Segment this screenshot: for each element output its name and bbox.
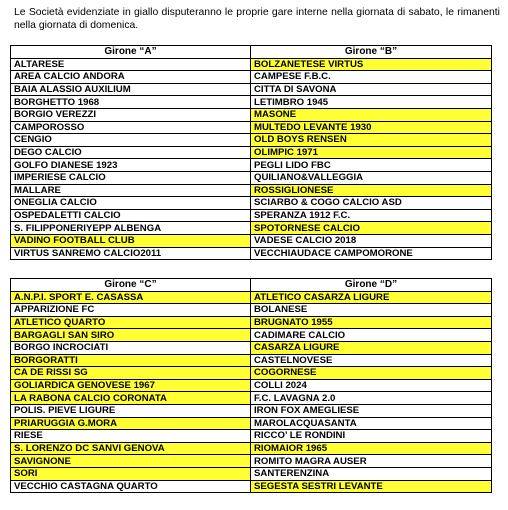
team-cell: ATLETICO CASARZA LIGURE bbox=[251, 291, 492, 304]
table-row bbox=[11, 184, 492, 197]
table-row bbox=[11, 367, 492, 380]
team-cell: VECCHIO CASTAGNA QUARTO bbox=[11, 480, 251, 493]
team-cell: PEGLI LIDO FBC bbox=[251, 159, 492, 172]
team-cell: PRIARUGGIA G.MORA bbox=[11, 417, 251, 430]
team-cell: F.C. LAVAGNA 2.0 bbox=[251, 392, 492, 405]
team-cell: BARGAGLI SAN SIRO bbox=[11, 329, 251, 342]
team-cell: SANTERENZINA bbox=[251, 467, 492, 480]
team-cell: ONEGLIA CALCIO bbox=[11, 197, 251, 210]
team-cell: CADIMARE CALCIO bbox=[251, 329, 492, 342]
team-cell: SEGESTA SESTRI LEVANTE bbox=[251, 480, 492, 493]
team-cell: GOLIARDICA GENOVESE 1967 bbox=[11, 379, 251, 392]
team-cell: OLIMPIC 1971 bbox=[251, 146, 492, 159]
table-row bbox=[11, 379, 492, 392]
team-cell: A.N.P.I. SPORT E. CASASSA bbox=[11, 291, 251, 304]
table-row bbox=[11, 467, 492, 480]
table-row bbox=[11, 209, 492, 222]
table-row bbox=[11, 222, 492, 235]
team-cell: VIRTUS SANREMO CALCIO2011 bbox=[11, 247, 251, 260]
team-cell: IMPERIESE CALCIO bbox=[11, 171, 251, 184]
team-cell: S. FILIPPONERIYEPP ALBENGA bbox=[11, 222, 251, 235]
team-cell: MAROLACQUASANTA bbox=[251, 417, 492, 430]
team-cell: CA DE RISSI SG bbox=[11, 367, 251, 380]
team-cell: BRUGNATO 1955 bbox=[251, 316, 492, 329]
team-cell: CASARZA LIGURE bbox=[251, 341, 492, 354]
team-cell: QUILIANO&VALLEGGIA bbox=[251, 171, 492, 184]
team-cell: DEGO CALCIO bbox=[11, 146, 251, 159]
team-cell: CASTELNOVESE bbox=[251, 354, 492, 367]
team-cell: S. LORENZO DC SANVI GENOVA bbox=[11, 442, 251, 455]
table-row bbox=[11, 341, 492, 354]
table-row bbox=[11, 304, 492, 317]
table-row bbox=[11, 247, 492, 260]
team-cell: ROMITO MAGRA AUSER bbox=[251, 455, 492, 468]
girone-c-header: Girone “C” bbox=[11, 279, 251, 292]
team-cell: BORGHETTO 1968 bbox=[11, 96, 251, 109]
table-row bbox=[11, 121, 492, 134]
team-cell: RICCO’ LE RONDINI bbox=[251, 430, 492, 443]
team-cell: LETIMBRO 1945 bbox=[251, 96, 492, 109]
table-row bbox=[11, 404, 492, 417]
table-row bbox=[11, 159, 492, 172]
table-row bbox=[11, 134, 492, 147]
team-cell: CAMPESE F.B.C. bbox=[251, 71, 492, 84]
team-cell: SCIARBO & COGO CALCIO ASD bbox=[251, 197, 492, 210]
table-row bbox=[11, 71, 492, 84]
intro-paragraph: Le Società evidenziate in giallo disputeranno le proprie gare interne nella giornata di sabato, le rimanenti nella giornata di domenica. bbox=[14, 7, 500, 31]
table-header-row bbox=[11, 46, 492, 59]
girone-b-header: Girone “B” bbox=[251, 46, 492, 59]
team-cell: SORI bbox=[11, 467, 251, 480]
team-cell: ATLETICO QUARTO bbox=[11, 316, 251, 329]
girone-d-header: Girone “D” bbox=[251, 279, 492, 292]
team-cell: BAIA ALASSIO AUXILIUM bbox=[11, 83, 251, 96]
table-row bbox=[11, 430, 492, 443]
table-row bbox=[11, 329, 492, 342]
table-row bbox=[11, 316, 492, 329]
table-row bbox=[11, 392, 492, 405]
table-row bbox=[11, 291, 492, 304]
team-cell: VECCHIAUDACE CAMPOMORONE bbox=[251, 247, 492, 260]
table-row bbox=[11, 455, 492, 468]
table-row bbox=[11, 58, 492, 71]
girone-a-header: Girone “A” bbox=[11, 46, 251, 59]
team-cell: RIOMAIOR 1965 bbox=[251, 442, 492, 455]
girone-table-a-b bbox=[10, 45, 492, 260]
team-cell: MULTEDO LEVANTE 1930 bbox=[251, 121, 492, 134]
team-cell: COLLI 2024 bbox=[251, 379, 492, 392]
team-cell: BORGORATTI bbox=[11, 354, 251, 367]
team-cell: SPOTORNESE CALCIO bbox=[251, 222, 492, 235]
team-cell: SPERANZA 1912 F.C. bbox=[251, 209, 492, 222]
table-row bbox=[11, 354, 492, 367]
team-cell: ALTARESE bbox=[11, 58, 251, 71]
girone-table-c-d bbox=[10, 278, 492, 493]
team-cell: MALLARE bbox=[11, 184, 251, 197]
team-cell: CITTA DI SAVONA bbox=[251, 83, 492, 96]
team-cell: ROSSIGLIONESE bbox=[251, 184, 492, 197]
team-cell: APPARIZIONE FC bbox=[11, 304, 251, 317]
team-cell: LA RABONA CALCIO CORONATA bbox=[11, 392, 251, 405]
table-row bbox=[11, 171, 492, 184]
team-cell: GOLFO DIANESE 1923 bbox=[11, 159, 251, 172]
team-cell: SAVIGNONE bbox=[11, 455, 251, 468]
team-cell: OSPEDALETTI CALCIO bbox=[11, 209, 251, 222]
team-cell: BOLZANETESE VIRTUS bbox=[251, 58, 492, 71]
table-row bbox=[11, 96, 492, 109]
team-cell: VADESE CALCIO 2018 bbox=[251, 234, 492, 247]
team-cell: OLD BOYS RENSEN bbox=[251, 134, 492, 147]
team-cell: POLIS. PIEVE LIGURE bbox=[11, 404, 251, 417]
team-cell: VADINO FOOTBALL CLUB bbox=[11, 234, 251, 247]
table-header-row bbox=[11, 279, 492, 292]
team-cell: CENGIO bbox=[11, 134, 251, 147]
team-cell: COGORNESE bbox=[251, 367, 492, 380]
table-row bbox=[11, 442, 492, 455]
table-row bbox=[11, 234, 492, 247]
team-cell: BOLANESE bbox=[251, 304, 492, 317]
team-cell: AREA CALCIO ANDORA bbox=[11, 71, 251, 84]
team-cell: MASONE bbox=[251, 108, 492, 121]
team-cell: IRON FOX AMEGLIESE bbox=[251, 404, 492, 417]
team-cell: BORGIO VEREZZI bbox=[11, 108, 251, 121]
table-row bbox=[11, 146, 492, 159]
team-cell: BORGO INCROCIATI bbox=[11, 341, 251, 354]
table-row bbox=[11, 108, 492, 121]
team-cell: CAMPOROSSO bbox=[11, 121, 251, 134]
table-row bbox=[11, 480, 492, 493]
table-row bbox=[11, 83, 492, 96]
table-row bbox=[11, 417, 492, 430]
team-cell: RIESE bbox=[11, 430, 251, 443]
table-row bbox=[11, 197, 492, 210]
